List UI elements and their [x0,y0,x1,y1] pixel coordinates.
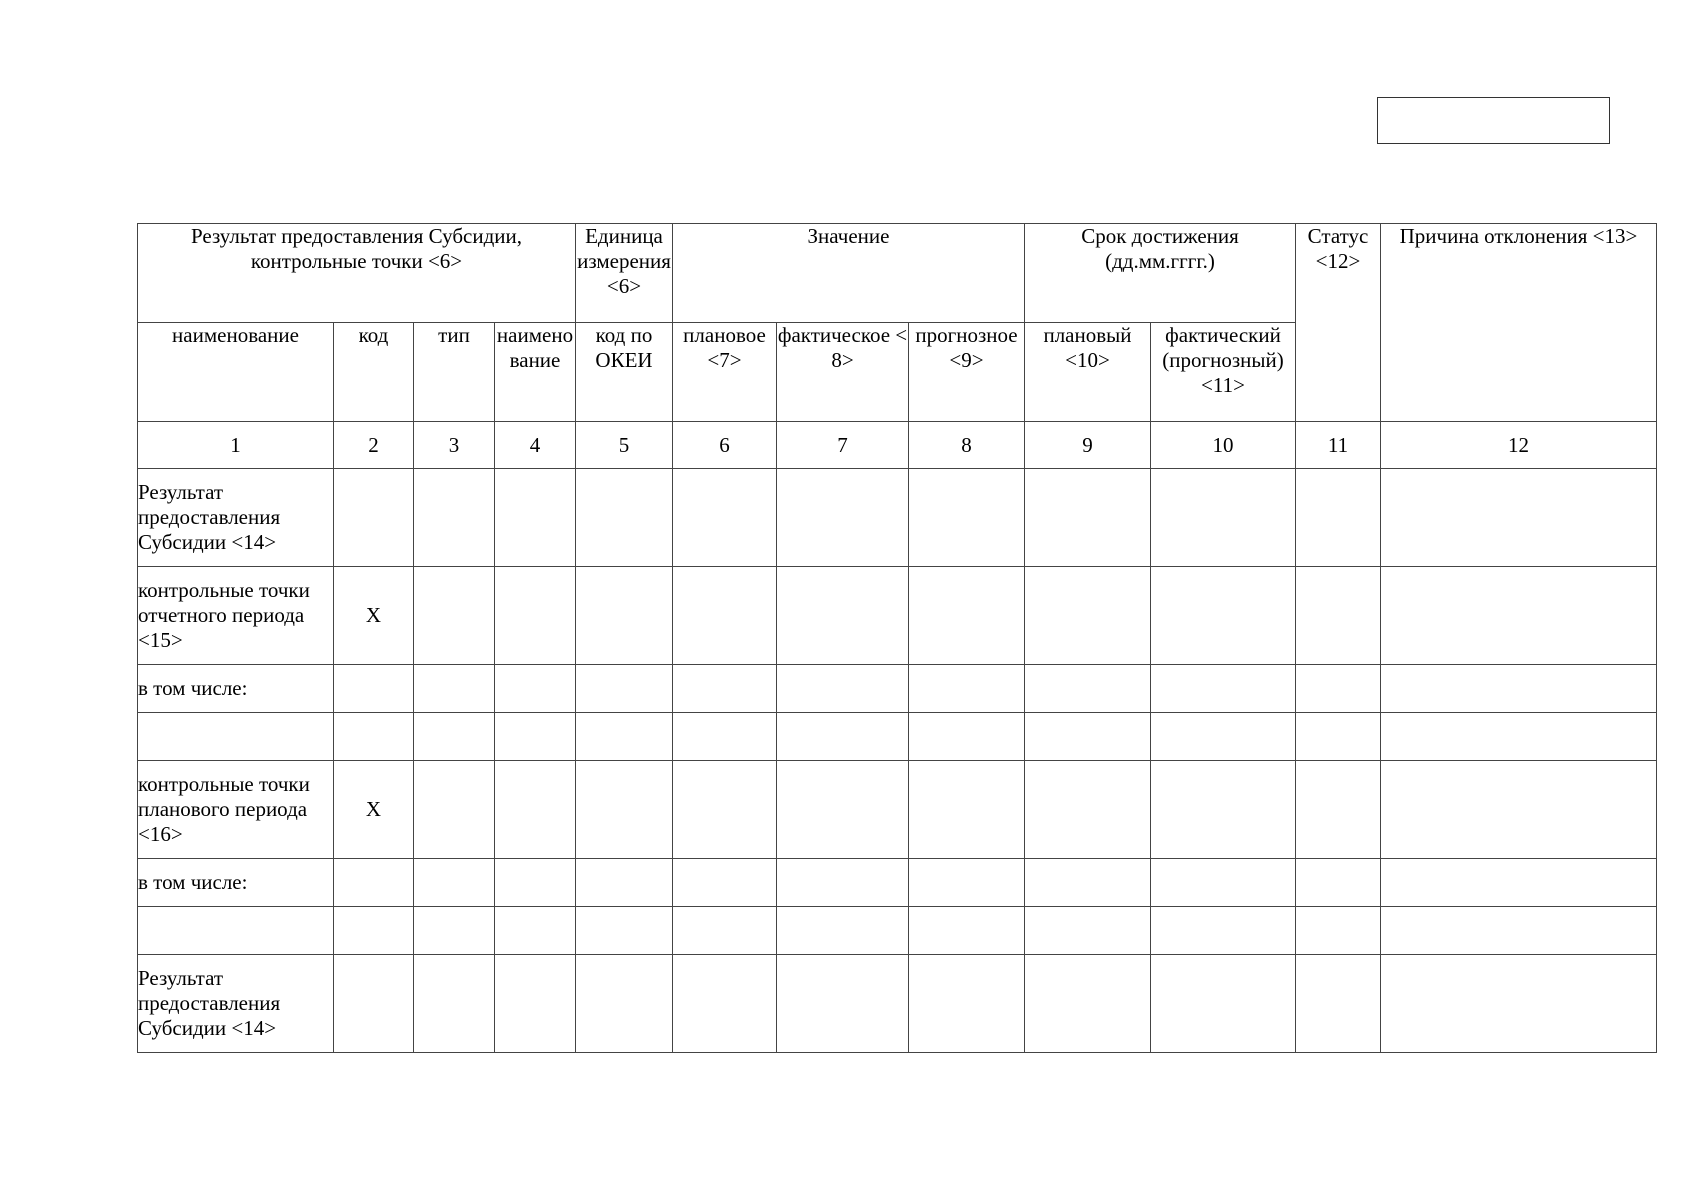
table-cell [909,469,1025,567]
table-cell [777,907,909,955]
table-cell [1151,761,1296,859]
column-number: 6 [673,422,777,469]
table-cell [576,713,673,761]
header-row-groups [138,224,1657,323]
table-cell [495,665,576,713]
table-cell [1151,567,1296,665]
row-code-mark [334,955,414,1053]
header-value: Значение [673,224,1025,323]
row-label [138,713,334,761]
row-code-mark [334,713,414,761]
table-cell [1381,955,1657,1053]
table-cell [1381,469,1657,567]
table-cell [576,859,673,907]
table-cell [1296,713,1381,761]
table-cell [414,665,495,713]
table-cell [777,469,909,567]
column-number: 7 [777,422,909,469]
table-cell [414,567,495,665]
row-code-mark [334,859,414,907]
table-cell [1381,713,1657,761]
table-cell [414,761,495,859]
header-status: Статус <12> [1296,224,1381,422]
header-deadline-actual: фактический (прогнозный) <11> [1151,323,1296,422]
table-cell [1025,955,1151,1053]
table-cell [414,859,495,907]
column-number: 8 [909,422,1025,469]
table-cell [1381,567,1657,665]
table-cell [1025,859,1151,907]
table-cell [909,665,1025,713]
table-cell [1296,761,1381,859]
report-table [137,223,1657,1053]
table-cell [1025,469,1151,567]
row-label: Результат предоставления Субсидии <14> [138,955,334,1053]
table-cell [576,955,673,1053]
table-cell [576,665,673,713]
table-cell [576,469,673,567]
table-row [138,713,1657,761]
table-cell [1025,567,1151,665]
table-cell [673,955,777,1053]
corner-code-box [1377,97,1610,144]
header-name: наименование [138,323,334,422]
table-cell [1296,859,1381,907]
header-value-forecast: прогнозное <9> [909,323,1025,422]
table-cell [1296,955,1381,1053]
header-reason: Причина отклонения <13> [1381,224,1657,422]
table-cell [495,761,576,859]
header-value-actual: фактическое <8> [777,323,909,422]
table-cell [1025,761,1151,859]
header-unit: Единица измерения <6> [576,224,673,323]
table-cell [777,955,909,1053]
column-number: 2 [334,422,414,469]
table-row [138,567,1657,665]
table-cell [673,761,777,859]
row-code-mark: X [334,567,414,665]
table-cell [1381,665,1657,713]
table-cell [1151,713,1296,761]
table-cell [414,469,495,567]
column-number: 10 [1151,422,1296,469]
table-cell [909,761,1025,859]
column-number: 11 [1296,422,1381,469]
column-number: 9 [1025,422,1151,469]
row-code-mark [334,469,414,567]
table-cell [1296,907,1381,955]
table-cell [1151,859,1296,907]
table-cell [777,713,909,761]
table-cell [909,859,1025,907]
table-cell [495,567,576,665]
row-code-mark [334,665,414,713]
table-cell [1151,665,1296,713]
column-number: 3 [414,422,495,469]
header-type: тип [414,323,495,422]
table-cell [495,955,576,1053]
table-cell [1025,713,1151,761]
table-cell [414,713,495,761]
column-number: 4 [495,422,576,469]
table-cell [673,665,777,713]
header-okei-code: код по ОКЕИ [576,323,673,422]
table-cell [495,713,576,761]
table-cell [909,713,1025,761]
table-row [138,907,1657,955]
row-label: Результат предоставления Субсидии <14> [138,469,334,567]
table-cell [1025,665,1151,713]
header-deadline-planned: плановый <10> [1025,323,1151,422]
table-cell [909,955,1025,1053]
table-row [138,761,1657,859]
table-cell [673,713,777,761]
column-number: 12 [1381,422,1657,469]
header-result: Результат предоставления Субсидии, контрольные точки <6> [138,224,576,323]
row-label [138,907,334,955]
table-cell [673,469,777,567]
row-label: в том числе: [138,859,334,907]
table-cell [495,859,576,907]
table-cell [777,665,909,713]
column-numbers-row [138,422,1657,469]
row-code-mark: X [334,761,414,859]
header-code: код [334,323,414,422]
table-cell [1381,859,1657,907]
row-code-mark [334,907,414,955]
header-value-planned: плановое <7> [673,323,777,422]
table-cell [673,907,777,955]
table-cell [576,907,673,955]
table-row [138,665,1657,713]
table-cell [1151,955,1296,1053]
table-row [138,859,1657,907]
table-cell [414,955,495,1053]
table-row [138,469,1657,567]
table-cell [576,567,673,665]
table-cell [1296,469,1381,567]
table-cell [1381,907,1657,955]
table-cell [576,761,673,859]
table-cell [1151,469,1296,567]
table-cell [1381,761,1657,859]
table-cell [1025,907,1151,955]
column-number: 5 [576,422,673,469]
table-cell [777,761,909,859]
table-cell [673,859,777,907]
table-cell [1296,567,1381,665]
table-cell [495,469,576,567]
table-cell [495,907,576,955]
table-cell [1296,665,1381,713]
table-cell [909,567,1025,665]
column-number: 1 [138,422,334,469]
header-unit-name: наименование [495,323,576,422]
table-cell [777,859,909,907]
table-cell [777,567,909,665]
row-label: в том числе: [138,665,334,713]
header-deadline: Срок достижения (дд.мм.гггг.) [1025,224,1296,323]
table-cell [414,907,495,955]
table-row [138,955,1657,1053]
table-cell [1151,907,1296,955]
row-label: контрольные точки отчетного периода <15> [138,567,334,665]
row-label: контрольные точки планового периода <16> [138,761,334,859]
table-cell [909,907,1025,955]
table-cell [673,567,777,665]
